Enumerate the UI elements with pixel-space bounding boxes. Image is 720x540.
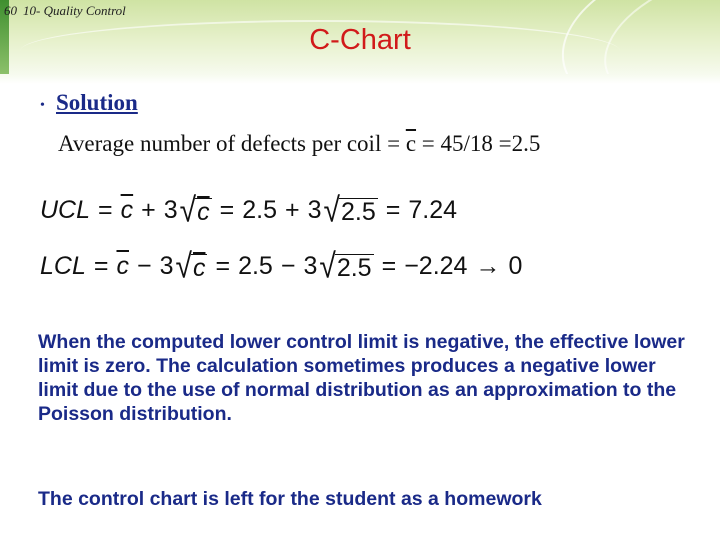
mean-value: 2.5 (242, 196, 277, 224)
lcl-formula (40, 247, 523, 286)
radical-icon: √ (179, 191, 197, 230)
radicand: c (192, 254, 206, 282)
header-fade (0, 74, 720, 84)
explanation-paragraph: When the computed lower control limit is negative, the effective lower limit is zero. The calculation sometimes produces a negative lower limit due to the use of normal distribution as an approximation to the Poisson distribution. (38, 331, 685, 425)
plus-sign: + (284, 196, 300, 224)
page-reference (4, 3, 126, 19)
c-bar-symbol: $\overline{c}$ (120, 196, 134, 224)
ucl-label: UCL (40, 196, 91, 224)
plus-sign: + (141, 196, 156, 224)
radicand: c (197, 198, 210, 226)
radicand: 2.5 (336, 254, 372, 282)
sqrt-c-bar (179, 191, 212, 230)
equals-sign: = (98, 196, 113, 224)
equals-sign: = (219, 196, 235, 224)
slide-title: C-Chart (309, 24, 411, 56)
ucl-formula (40, 191, 458, 230)
coefficient: 3 (303, 252, 318, 280)
coefficient: 3 (307, 196, 322, 224)
ucl-result: 7.24 (408, 196, 458, 224)
page-number: 60 (4, 3, 17, 18)
c-bar-symbol: $\overline{c}$ (405, 131, 417, 156)
solution-heading: Solution (56, 90, 138, 115)
slide-title-wrap (0, 24, 720, 57)
right-arrow-icon: → (475, 252, 501, 280)
chapter-label: 10- Quality Control (23, 3, 126, 18)
bullet-icon: • (40, 98, 45, 113)
lcl-final-value: 0 (508, 252, 523, 280)
c-bar-symbol: $\overline{c}$ (116, 252, 129, 280)
radical-icon: √ (175, 247, 192, 286)
radicand: 2.5 (340, 198, 376, 226)
average-value: = 45/18 =2.5 (416, 131, 541, 156)
average-defects-line (58, 131, 540, 157)
minus-sign: − (280, 252, 296, 280)
homework-note: The control chart is left for the student as a homework (38, 488, 542, 510)
lcl-result: −2.24 (404, 252, 468, 280)
lcl-label: LCL (40, 252, 86, 280)
equals-sign: = (93, 252, 109, 280)
sqrt-c-bar (175, 247, 208, 286)
radical-icon: √ (323, 191, 340, 230)
sqrt-value (319, 247, 373, 286)
equals-sign: = (215, 252, 231, 280)
mean-value: 2.5 (238, 252, 273, 280)
equals-sign: = (385, 196, 401, 224)
minus-sign: − (136, 252, 152, 280)
coefficient: 3 (163, 196, 178, 224)
radical-icon: √ (319, 247, 336, 286)
average-label: Average number of defects per coil = (58, 131, 406, 156)
coefficient: 3 (159, 252, 174, 280)
equals-sign: = (381, 252, 397, 280)
sqrt-value (323, 191, 378, 230)
